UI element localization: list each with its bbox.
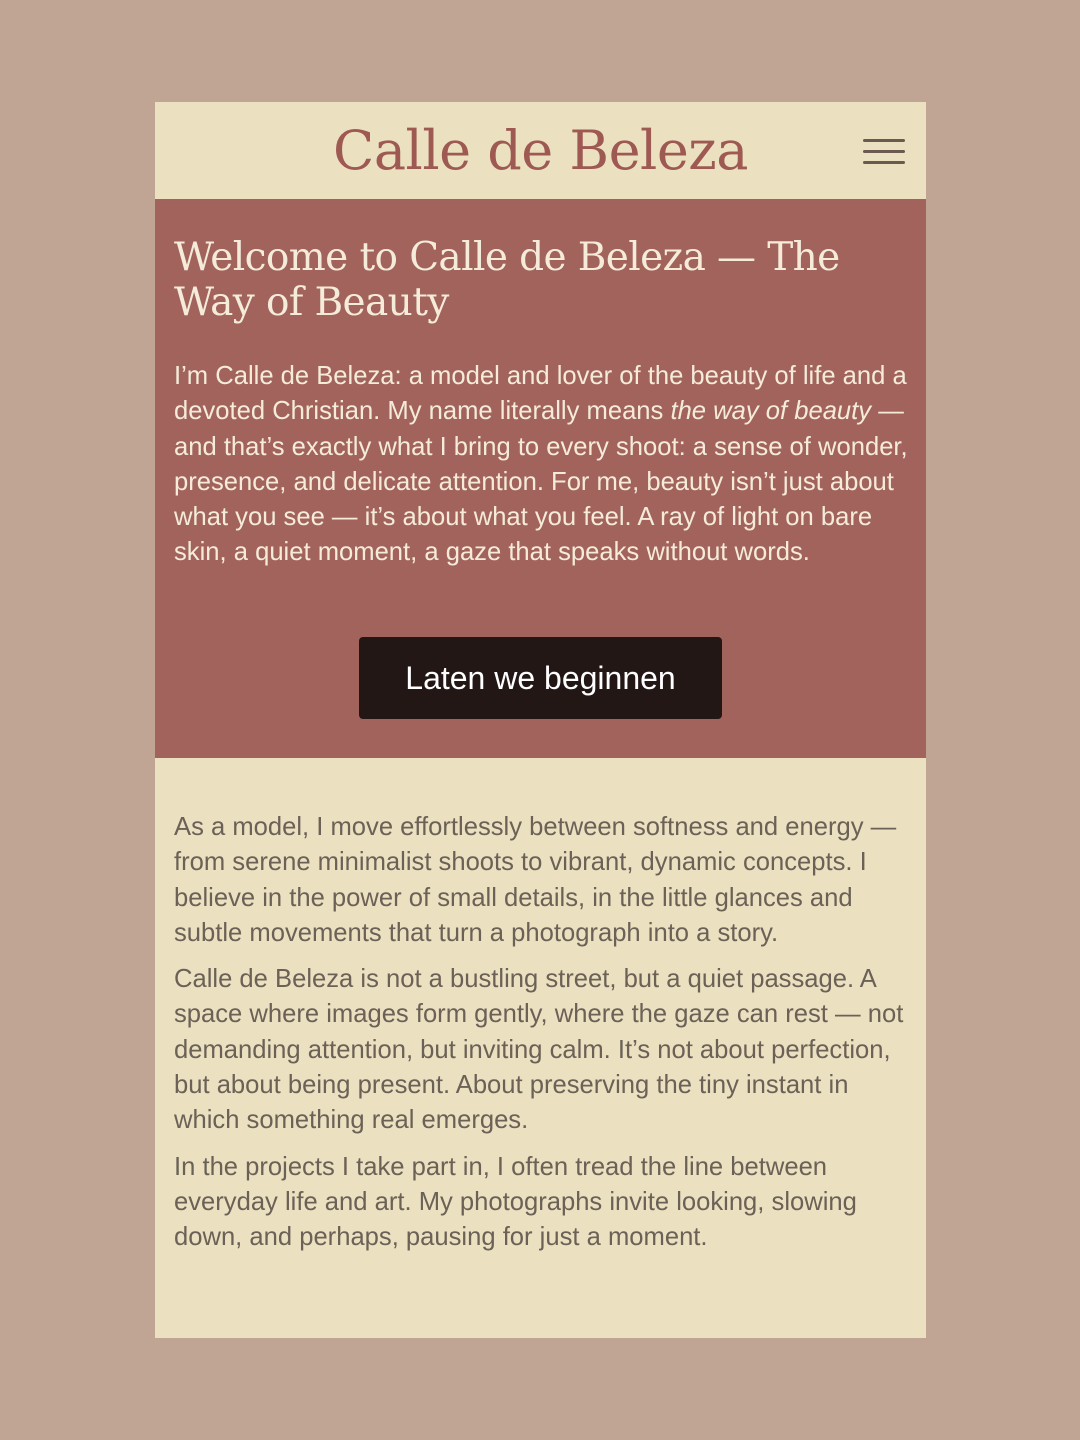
site-header <box>155 102 926 199</box>
about-paragraph: Calle de Beleza is not a bustling street, but a quiet passage. A space where images form gently, where the gaze can rest — not demanding attention, but inviting calm. It’s not about perfection, but about being present. About preserving the tiny instant in which something real emerges. <box>174 965 904 1135</box>
hero-intro <box>174 359 914 571</box>
start-button[interactable]: Laten we beginnen <box>359 637 722 719</box>
hero-intro-emphasis: the way of beauty <box>670 397 872 426</box>
hero-section <box>155 199 926 758</box>
hero-intro-part1: I’m Calle de Beleza: a model and lover of the beauty of life and a devoted Christian. My name literally means <box>174 362 907 426</box>
hero-intro-part2: — and that’s exactly what I bring to every shoot: a sense of wonder, presence, and delicate attention. For me, beauty isn’t just about what you see — it’s about what you feel. A ray of light on bare skin, a quiet moment, a gaze that speaks without words. <box>174 397 908 567</box>
site-title[interactable]: Calle de Beleza <box>333 119 748 182</box>
about-paragraph: In the projects I take part in, I often tread the line between everyday life and art. My photographs invite looking, slowing down, and perhaps, pausing for just a moment. <box>174 1152 857 1252</box>
menu-line <box>863 161 905 164</box>
menu-line <box>863 150 905 153</box>
about-paragraph: As a model, I move effortlessly between softness and energy — from serene minimalist shoots to vibrant, dynamic concepts. I believe in the power of small details, in the little glances and subtle movements that turn a photograph into a story. <box>174 813 897 947</box>
hero-title: Welcome to Calle de Beleza — The Way of Beauty <box>174 235 840 325</box>
about-section <box>174 810 914 1267</box>
page-card <box>155 102 926 1338</box>
hamburger-menu-icon[interactable] <box>855 132 913 172</box>
menu-line <box>863 139 905 142</box>
